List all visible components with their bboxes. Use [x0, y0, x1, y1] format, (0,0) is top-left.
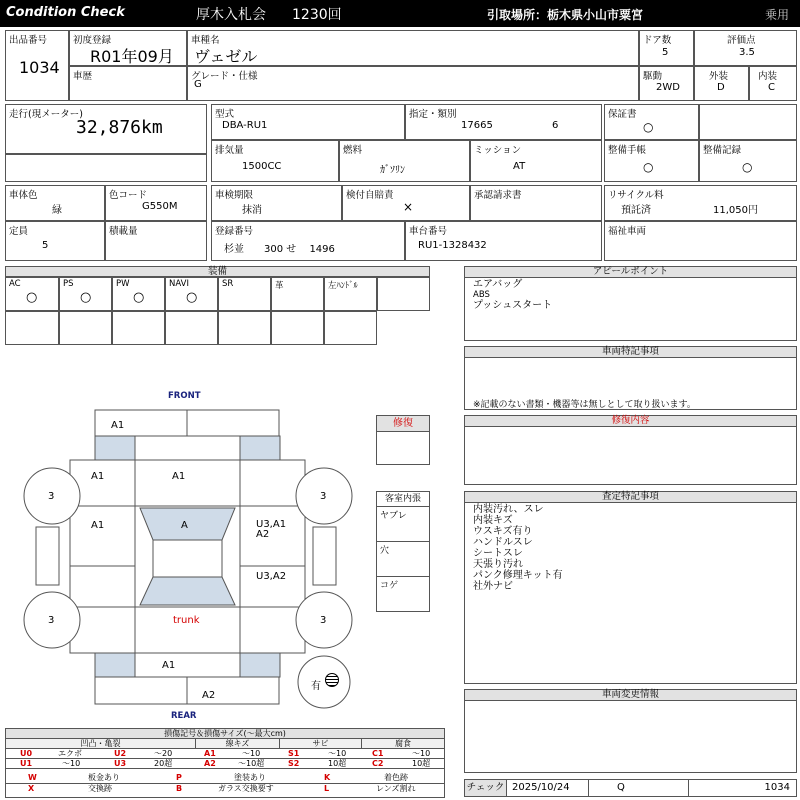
car-diagram — [0, 400, 370, 710]
pickup-location: 引取場所：栃木県小山市粟宮 — [487, 8, 644, 22]
spare-tire-icon — [325, 673, 339, 687]
fuel-label: 燃料 — [343, 145, 363, 156]
grade-label: グレード・仕様 — [191, 71, 258, 82]
legend-desc-u3: 20超 — [154, 759, 173, 768]
legend-group-row — [6, 739, 444, 749]
code-right-front-door: U3,A1 A2 — [256, 519, 287, 540]
legend-code-c2: C2 — [372, 759, 384, 768]
brand-title: Condition Check — [6, 5, 125, 20]
displacement-box — [211, 140, 339, 182]
color-box — [5, 185, 105, 221]
legend-code-s2: S2 — [288, 759, 300, 768]
legend-code-l: L — [324, 784, 330, 793]
code-left-front-door: A1 — [91, 520, 105, 531]
equipment-label-ps: PS — [63, 279, 74, 289]
legend-group-corrosion: 腐食 — [395, 739, 411, 748]
lot-number: 1034 — [19, 58, 60, 77]
color-code-box — [105, 185, 207, 221]
code-left-front-fender: A1 — [91, 471, 105, 482]
type-value: DBA-RU1 — [222, 120, 268, 131]
assessment-line-8: 社外ナビ — [473, 581, 513, 592]
mileage-box — [5, 104, 207, 154]
legend-desc-x: 交換跡 — [88, 784, 112, 793]
first-reg-value: R01年09月 — [90, 47, 174, 66]
legend-desc-p: 塗装あり — [234, 773, 266, 782]
appeal-panel — [464, 266, 797, 341]
grade-box — [187, 66, 639, 101]
equipment-cell-navi — [165, 277, 218, 311]
legend-row-1 — [6, 749, 444, 759]
tire-left-front: 3 — [48, 491, 55, 502]
mileage-label: 走行(現メーター) — [9, 109, 83, 120]
repair-title: 修復 — [377, 416, 429, 432]
insurance-label: 検付自賠責 — [346, 190, 394, 201]
manual-value: ○ — [643, 160, 654, 174]
welfare-box — [604, 221, 797, 261]
legend-desc-u0: エクボ — [58, 749, 82, 758]
cabin-trim-box — [376, 491, 430, 612]
inspection-box — [211, 185, 342, 221]
inspection-label: 車検期限 — [215, 190, 254, 201]
legend-title: 損傷記号＆損傷サイズ(〜最大cm) — [6, 729, 444, 739]
equipment-blank-3 — [112, 311, 165, 345]
code-rear-bumper: A2 — [202, 690, 216, 701]
color-code-label: 色コード — [109, 190, 148, 201]
inspection-value: 抹消 — [242, 205, 262, 216]
exterior-value: D — [717, 82, 725, 93]
manual-label: 整備手帳 — [608, 145, 647, 156]
doors-box — [639, 30, 694, 66]
legend-desc-b: ガラス交換要す — [218, 784, 274, 793]
mission-value: AT — [513, 161, 526, 172]
equipment-cell-leather — [271, 277, 324, 311]
color-code-value: G550M — [142, 201, 178, 212]
legend-desc-a1: 〜10 — [242, 749, 261, 758]
trunk-label: trunk — [173, 615, 200, 626]
equipment-mark-ac: ○ — [26, 290, 38, 305]
equipment-grid — [5, 277, 430, 345]
assessment-line-4: ハンドルスレ — [473, 537, 533, 548]
assessment-line-3: ウスキズ有り — [473, 526, 533, 537]
equipment-header: 装備 — [5, 266, 430, 277]
session-number: 1230回 — [292, 7, 342, 23]
equipment-label-pw: PW — [116, 279, 130, 289]
fuel-value: ｶﾞｿﾘﾝ — [380, 165, 405, 176]
appeal-line-2: ABS — [473, 290, 490, 300]
drive-box — [639, 66, 694, 101]
tire-right-rear: 3 — [320, 615, 327, 626]
legend-row-3 — [6, 773, 444, 784]
category-number: 6 — [552, 120, 559, 131]
first-reg-box — [69, 30, 187, 66]
legend-code-u1: U1 — [20, 759, 33, 768]
plate-value: 杉並 300 せ 1496 — [224, 244, 335, 255]
equipment-label-ac: AC — [9, 279, 21, 289]
type-label: 型式 — [215, 109, 235, 120]
interior-box — [749, 66, 797, 101]
legend-code-c1: C1 — [372, 749, 384, 758]
tire-left-rear: 3 — [48, 615, 55, 626]
code-rear-bumper-top: A1 — [162, 660, 176, 671]
legend-desc-a2: 〜10超 — [238, 759, 265, 768]
mission-box — [470, 140, 602, 182]
spare-tire-label: 有 — [311, 681, 321, 692]
chassis-label: 車台番号 — [409, 226, 448, 237]
vehicle-category: 乗用 — [765, 8, 790, 22]
check-date: 2025/10/24 — [507, 780, 589, 796]
code-hood: A1 — [172, 471, 186, 482]
cabin-trim-title: 客室内張 — [377, 492, 429, 507]
special-notes-panel — [464, 346, 797, 410]
manual-box — [604, 140, 699, 182]
auction-name: 厚木入札会 — [196, 7, 266, 23]
assessment-line-1: 内装汚れ、スレ — [473, 504, 544, 515]
equipment-blank-4 — [165, 311, 218, 345]
equipment-blank-6 — [271, 311, 324, 345]
recycle-status: 預託済 — [621, 205, 651, 216]
code-hood-front: A1 — [111, 420, 125, 431]
plate-box — [211, 221, 405, 261]
recycle-label: リサイクル料 — [608, 190, 664, 201]
equipment-label-lhd: 左ﾊﾝﾄﾞﾙ — [328, 281, 358, 291]
equipment-blank-1 — [5, 311, 59, 345]
change-info-title: 車両変更情報 — [465, 690, 796, 701]
equipment-mark-navi: ○ — [186, 290, 198, 305]
capacity-label: 定員 — [9, 226, 29, 237]
approval-box — [470, 185, 602, 221]
insurance-box — [342, 185, 470, 221]
exterior-box — [694, 66, 749, 101]
legend-code-x: X — [28, 784, 35, 793]
legend-desc-u1: 〜10 — [62, 759, 81, 768]
cabin-trim-row-tear — [377, 507, 429, 542]
drive-label: 駆動 — [643, 71, 663, 82]
legend-group-dent: 凹凸・亀裂 — [6, 739, 196, 749]
legend-desc-w: 板金あり — [88, 773, 120, 782]
model-name: ヴェゼル — [194, 47, 258, 66]
mileage-value: 32,876km — [76, 117, 163, 138]
cabin-trim-row-hole — [377, 542, 429, 577]
score-label: 評価点 — [727, 35, 756, 46]
cabin-trim-row-burn — [377, 577, 429, 612]
repair-detail-panel — [464, 415, 797, 485]
fuel-box — [339, 140, 470, 182]
load-box — [105, 221, 207, 261]
interior-label: 内装 — [758, 71, 778, 82]
score-box — [694, 30, 797, 66]
assessment-panel — [464, 491, 797, 684]
displacement-value: 1500CC — [242, 161, 282, 172]
color-value: 緑 — [52, 205, 62, 216]
drive-value: 2WD — [656, 82, 680, 93]
chassis-value: RU1-1328432 — [418, 240, 487, 251]
special-notes-title: 車両特記事項 — [465, 347, 796, 358]
capacity-value: 5 — [42, 240, 49, 251]
header-bar — [0, 0, 800, 27]
color-label: 車体色 — [9, 190, 38, 201]
legend-desc-c1: 〜10 — [412, 749, 431, 758]
appeal-line-3: プッシュスタート — [473, 300, 553, 311]
approval-label: 承認請求書 — [474, 190, 522, 201]
check-row — [464, 779, 797, 797]
mileage-extra-box — [5, 154, 207, 182]
legend-row-2 — [6, 759, 444, 769]
assessment-title: 査定特記事項 — [465, 492, 796, 503]
legend-code-b: B — [176, 784, 183, 793]
legend-code-u2: U2 — [114, 749, 127, 758]
plate-label: 登録番号 — [215, 226, 254, 237]
recycle-box — [604, 185, 797, 221]
legend-group-scratch: 線キズ — [196, 739, 280, 749]
legend-code-p: P — [176, 773, 182, 782]
legend-desc-s2: 10超 — [328, 759, 347, 768]
special-notes-text: ※記載のない書類・機器等は無しとして取り扱います。 — [473, 400, 696, 410]
assessment-line-6: 天張り汚れ — [473, 559, 523, 570]
warranty-label: 保証書 — [608, 109, 637, 120]
appeal-title: アピールポイント — [465, 267, 796, 278]
equipment-cell-ac — [5, 277, 59, 311]
check-lot: 1034 — [764, 782, 790, 793]
mission-label: ミッション — [474, 145, 522, 156]
code-right-rear-door: U3,A2 — [256, 571, 287, 582]
equipment-blank-7 — [324, 311, 377, 345]
assessment-line-5: シートスレ — [473, 548, 523, 559]
equipment-label-navi: NAVI — [169, 279, 189, 289]
load-label: 積載量 — [109, 226, 138, 237]
equipment-blank-5 — [218, 311, 271, 345]
equipment-cell-sr — [218, 277, 271, 311]
check-label: チェック — [465, 780, 507, 796]
legend-code-s1: S1 — [288, 749, 300, 758]
cabin-trim-hole-label: 穴 — [380, 546, 390, 556]
front-label: FRONT — [168, 391, 201, 401]
code-windshield: A — [181, 520, 188, 531]
insurance-value: × — [403, 200, 414, 214]
legend-desc-k: 着色跡 — [384, 773, 408, 782]
cabin-trim-burn-label: コゲ — [380, 581, 399, 591]
repair-box — [376, 415, 430, 465]
grade-value: G — [194, 79, 202, 90]
welfare-label: 福祉車両 — [608, 226, 647, 237]
first-reg-label: 初度登録 — [73, 35, 112, 46]
tire-right-front: 3 — [320, 491, 327, 502]
designation-box — [405, 104, 602, 140]
equipment-cell-ps — [59, 277, 112, 311]
equipment-label-sr: SR — [222, 279, 234, 289]
equipment-mark-pw: ○ — [133, 290, 145, 305]
doors-label: ドア数 — [643, 35, 672, 46]
equipment-cell-lhd — [324, 277, 377, 311]
damage-legend — [5, 728, 445, 798]
repair-detail-title: 修復内容 — [465, 416, 796, 427]
legend-code-u0: U0 — [20, 749, 33, 758]
legend-row-4 — [6, 784, 444, 795]
warranty-extra-box — [699, 104, 797, 140]
lot-label: 出品番号 — [9, 35, 48, 46]
designation-label: 指定・類別 — [409, 109, 457, 120]
equipment-cell-pw — [112, 277, 165, 311]
legend-code-a1: A1 — [204, 749, 216, 758]
legend-group-rust: サビ — [280, 739, 362, 749]
displacement-label: 排気量 — [215, 145, 244, 156]
appeal-line-1: エアバッグ — [473, 279, 523, 290]
history-box — [69, 66, 187, 101]
legend-code-u3: U3 — [114, 759, 127, 768]
check-inspector: Q — [589, 780, 689, 796]
recycle-amount: 11,050円 — [713, 205, 758, 216]
capacity-box — [5, 221, 105, 261]
legend-code-k: K — [324, 773, 331, 782]
legend-desc-u2: 〜20 — [154, 749, 173, 758]
warranty-box — [604, 104, 699, 140]
legend-desc-s1: 〜10 — [328, 749, 347, 758]
model-label: 車種名 — [191, 35, 220, 46]
history-label: 車歴 — [73, 71, 93, 82]
equipment-mark-ps: ○ — [80, 290, 92, 305]
assessment-line-7: パンク修理キット有 — [473, 570, 563, 581]
equipment-label-leather: 革 — [275, 281, 284, 291]
cabin-trim-tear-label: ヤブレ — [380, 511, 407, 521]
score-value: 3.5 — [739, 47, 755, 58]
legend-code-a2: A2 — [204, 759, 216, 768]
chassis-box — [405, 221, 602, 261]
equipment-cell-blank — [377, 277, 430, 311]
model-box — [187, 30, 639, 66]
interior-value: C — [768, 82, 775, 93]
type-box — [211, 104, 405, 140]
change-info-panel — [464, 689, 797, 773]
legend-desc-c2: 10超 — [412, 759, 431, 768]
designation-value: 17665 — [461, 120, 493, 131]
assessment-line-2: 内装キズ — [473, 515, 513, 526]
legend-code-w: W — [28, 773, 37, 782]
lot-box — [5, 30, 69, 101]
rear-label: REAR — [171, 711, 197, 721]
doors-value: 5 — [662, 47, 669, 58]
record-label: 整備記録 — [703, 145, 742, 156]
legend-desc-l: レンズ割れ — [376, 784, 416, 793]
equipment-blank-2 — [59, 311, 112, 345]
record-box — [699, 140, 797, 182]
warranty-value: ○ — [643, 120, 654, 134]
exterior-label: 外装 — [709, 71, 729, 82]
record-value: ○ — [742, 160, 753, 174]
